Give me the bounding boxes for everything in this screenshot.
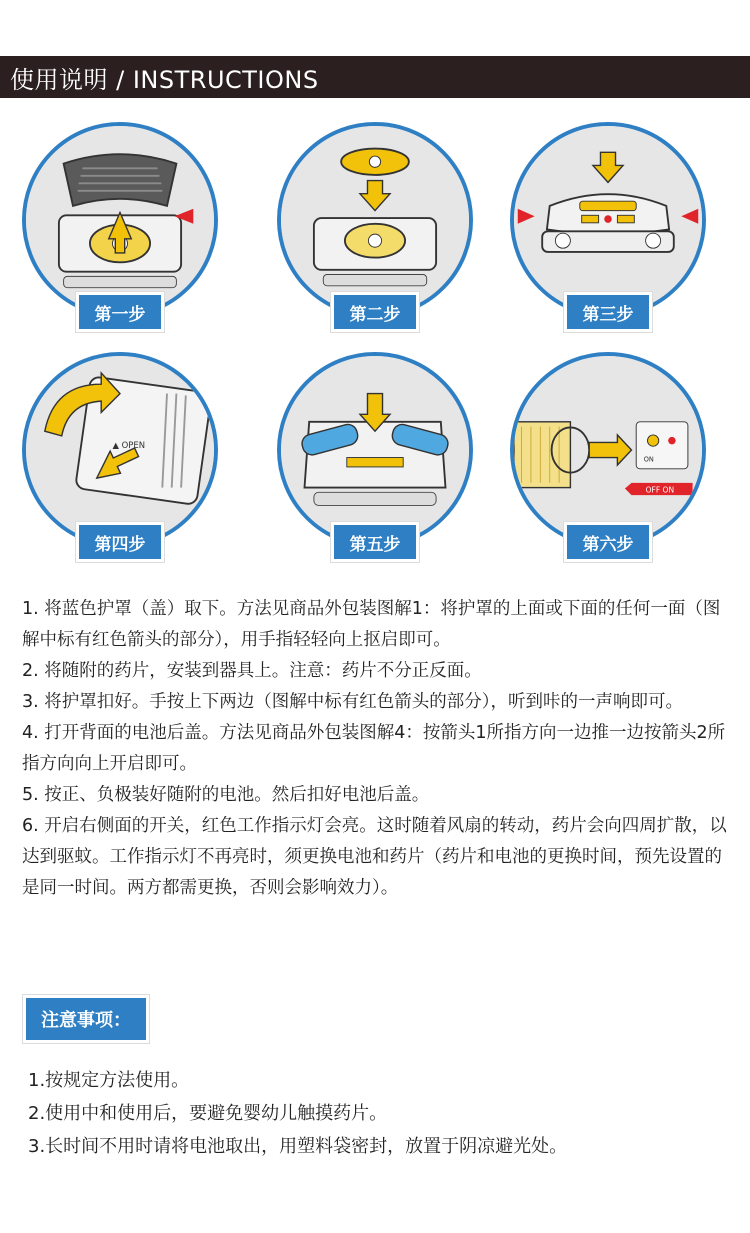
section-header bbox=[0, 56, 750, 98]
step-1-illustration bbox=[22, 122, 218, 318]
tablet-insert-image bbox=[281, 126, 469, 314]
on-marking: ON bbox=[643, 455, 654, 464]
step-4 bbox=[22, 352, 222, 572]
step-5-illustration bbox=[277, 352, 473, 548]
instruction-2: 2. 将随附的药片，安装到器具上。注意：药片不分正反面。 bbox=[22, 661, 482, 681]
section-title: 使用说明 / INSTRUCTIONS bbox=[10, 65, 319, 94]
instruction-5: 5. 按正、负极装好随附的电池。然后扣好电池后盖。 bbox=[22, 785, 430, 805]
step-6-label: 第六步 bbox=[567, 525, 649, 559]
step-4-label: 第四步 bbox=[79, 525, 161, 559]
step-2-label: 第二步 bbox=[334, 295, 416, 329]
instruction-6: 6. 开启右侧面的开关，红色工作指示灯会亮。这时随着风扇的转动，药片会向四周扩散，以达到驱蚊。工作指示灯不再亮时，须更换电池和药片（药片和电池的更换时间，预先设置的是同一时间。两方都需更换，否则会影响效力）。 bbox=[22, 816, 727, 898]
open-marking: ▲ OPEN bbox=[112, 440, 146, 451]
notice-item-2: 2.使用中和使用后，要避免婴幼儿触摸药片。 bbox=[28, 1103, 388, 1124]
step-2 bbox=[277, 122, 477, 342]
instructions-text bbox=[22, 594, 728, 904]
notice-item-3: 3.长时间不用时请将电池取出，用塑料袋密封，放置于阴凉避光处。 bbox=[28, 1136, 568, 1157]
step-5 bbox=[277, 352, 477, 572]
step-5-label: 第五步 bbox=[334, 525, 416, 559]
device-cover-removal-image bbox=[26, 126, 214, 314]
battery-insert-image bbox=[281, 356, 469, 544]
step-1 bbox=[22, 122, 222, 342]
instruction-4: 4. 打开背面的电池后盖。方法见商品外包装图解4：按箭头1所指方向一边推一边按箭头2所指方向向上开启即可。 bbox=[22, 723, 726, 774]
off-on-marking: OFF ON bbox=[645, 485, 675, 495]
step-6 bbox=[510, 352, 710, 572]
step-4-illustration bbox=[22, 352, 218, 548]
step-3 bbox=[510, 122, 710, 342]
power-switch-image bbox=[514, 356, 702, 544]
step-3-illustration bbox=[510, 122, 706, 318]
instruction-3: 3. 将护罩扣好。手按上下两边（图解中标有红色箭头的部分），听到咔的一声响即可。 bbox=[22, 692, 684, 712]
cover-snap-image bbox=[514, 126, 702, 314]
instruction-1: 1. 将蓝色护罩（盖）取下。方法见商品外包装图解1：将护罩的上面或下面的任何一面（图解中标有红色箭头的部分），用手指轻轻向上抠启即可。 bbox=[22, 599, 721, 650]
notice-item-1: 1.按规定方法使用。 bbox=[28, 1070, 190, 1091]
step-1-label: 第一步 bbox=[79, 295, 161, 329]
notice-title: 注意事项： bbox=[26, 998, 146, 1040]
notice-list bbox=[28, 1064, 728, 1163]
battery-cover-open-image bbox=[26, 356, 214, 544]
step-6-illustration bbox=[510, 352, 706, 548]
step-2-illustration bbox=[277, 122, 473, 318]
step-3-label: 第三步 bbox=[567, 295, 649, 329]
